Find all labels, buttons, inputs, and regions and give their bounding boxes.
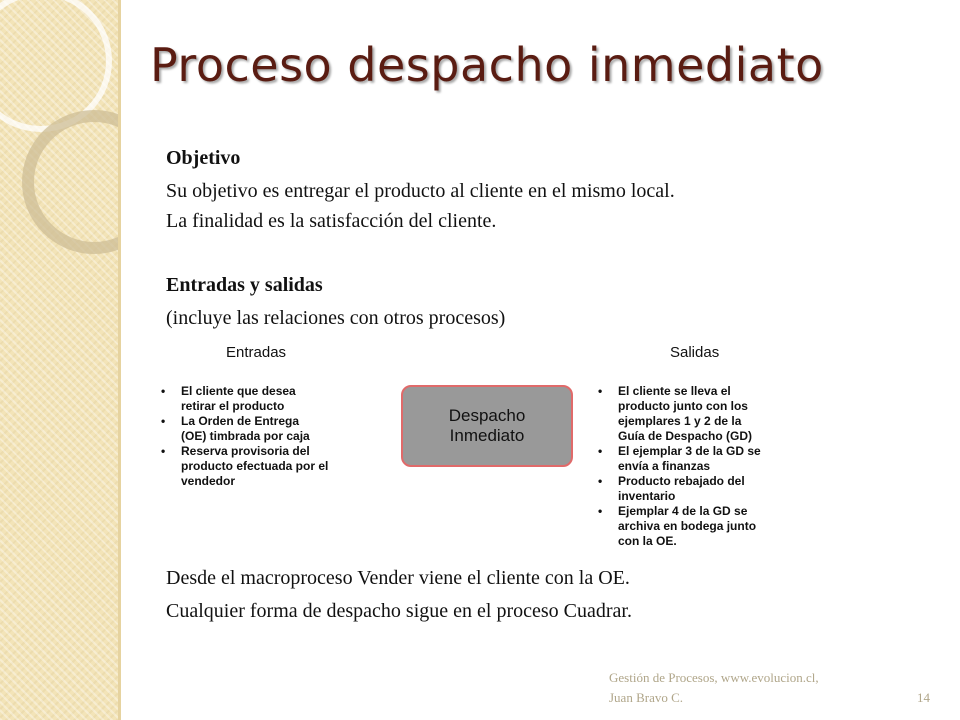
objetivo-line-2: La finalidad es la satisfacción del cliente.: [166, 210, 497, 232]
outputs-title: Salidas: [670, 344, 720, 361]
footer-credit: [609, 668, 889, 708]
input-item: • El cliente que desea retirar el producto: [161, 384, 296, 413]
outputs-list: [592, 384, 822, 549]
process-label-line-1: Despacho: [448, 406, 526, 425]
footer-line-1: Gestión de Procesos, www.evolucion.cl,: [609, 670, 819, 685]
footer-line-2: Juan Bravo C.: [609, 690, 684, 705]
strip-edge: [118, 0, 121, 720]
bullet-icon: •: [598, 504, 603, 518]
output-item: • Producto rebajado del inventario: [598, 474, 745, 503]
slide-title: Proceso despacho inmediato: [150, 38, 824, 92]
note-line-2: Cualquier forma de despacho sigue en el proceso Cuadrar.: [166, 600, 632, 622]
output-item: • El cliente se lleva el producto junto con los ejemplares 1 y 2 de la Guía de Despacho (GD): [598, 384, 753, 443]
input-item: • Reserva provisoria del producto efectuada por el vendedor: [161, 444, 329, 488]
inputs-list: [155, 384, 385, 489]
bullet-icon: •: [598, 474, 603, 488]
bullet-icon: •: [598, 444, 603, 458]
objetivo-heading: Objetivo: [166, 147, 241, 169]
page-number: 14: [917, 690, 930, 705]
process-box: [401, 385, 573, 467]
decorative-side-strip: [0, 0, 118, 720]
output-item: • El ejemplar 3 de la GD se envía a finanzas: [598, 444, 761, 473]
bullet-icon: •: [161, 444, 166, 458]
process-diagram: [155, 340, 815, 565]
output-item: • Ejemplar 4 de la GD se archiva en bodega junto con la OE.: [598, 504, 757, 548]
process-label-line-2: Inmediato: [449, 426, 525, 445]
bullet-icon: •: [161, 384, 166, 398]
bullet-icon: •: [598, 384, 603, 398]
input-item: • La Orden de Entrega (OE) timbrada por caja: [161, 414, 310, 443]
bullet-icon: •: [161, 414, 166, 428]
entradas-salidas-heading: Entradas y salidas: [166, 274, 323, 296]
inputs-title: Entradas: [226, 344, 287, 361]
objetivo-line-1: Su objetivo es entregar el producto al cliente en el mismo local.: [166, 180, 675, 202]
note-line-1: Desde el macroproceso Vender viene el cliente con la OE.: [166, 567, 630, 589]
entradas-salidas-subheading: (incluye las relaciones con otros procesos): [166, 307, 506, 329]
